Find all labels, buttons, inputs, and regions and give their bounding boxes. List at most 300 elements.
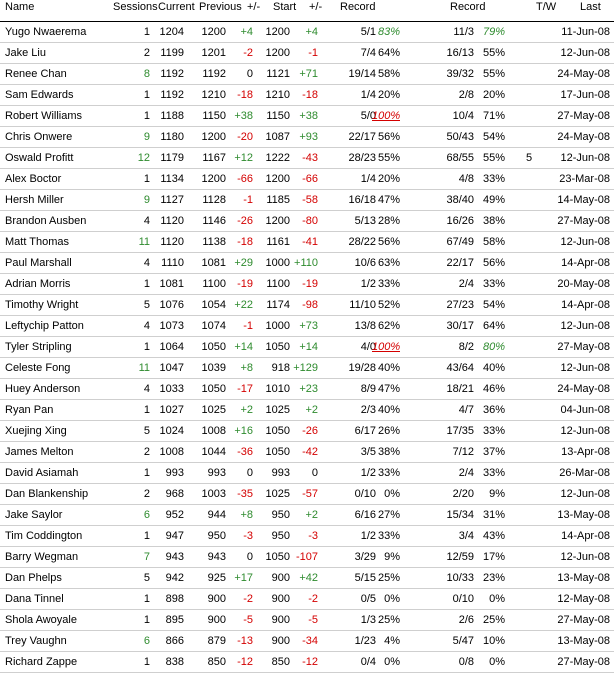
total-change: +14 [299,341,318,353]
tw-count [522,400,536,420]
tw-count [522,43,536,63]
tw-count [522,64,536,84]
current-rating: 898 [165,593,184,605]
table-row [0,484,614,505]
total-change: -57 [302,488,318,500]
tw-count [522,211,536,231]
sessions: 1 [143,278,150,290]
current-rating: 993 [165,467,184,479]
header-tw: T/W [536,1,557,13]
previous-rating: 1100 [202,278,226,290]
table-row [0,232,614,253]
game-record: 27/23 [446,299,474,311]
session-win-pct: 4% [384,635,400,647]
start-rating: 1200 [265,215,290,227]
player-name: Matt Thomas [5,236,69,248]
session-win-pct: 38% [377,446,400,458]
rating-change: +8 [240,362,253,374]
session-record: 7/4 [360,47,376,59]
total-change: +73 [299,320,318,332]
start-rating: 1100 [266,278,290,290]
previous-rating: 850 [207,656,226,668]
total-change: -12 [302,656,318,668]
previous-rating: 1200 [201,131,226,143]
previous-rating: 1200 [201,26,226,38]
game-win-pct: 56% [482,257,505,269]
game-record: 16/13 [446,47,474,59]
game-win-pct: 58% [482,236,505,248]
last-played: 12-Jun-08 [560,320,610,332]
last-played: 27-May-08 [557,614,610,626]
player-name: Dan Phelps [5,572,62,584]
sessions: 9 [143,194,150,206]
game-record: 16/26 [446,215,474,227]
player-name: Adrian Morris [5,278,71,290]
player-name: Celeste Fong [5,362,71,374]
player-name: James Melton [5,446,74,458]
session-record: 4/0 [360,341,376,353]
start-rating: 1000 [265,320,290,332]
table-row [0,148,614,169]
start-rating: 1010 [265,383,290,395]
sessions: 4 [143,257,150,269]
last-played: 14-Apr-08 [561,257,610,269]
game-record: 11/3 [453,26,474,38]
header-record-games: Record [450,1,486,13]
session-win-pct: 62% [377,320,400,332]
table-row [0,106,614,127]
start-rating: 1025 [265,488,290,500]
current-rating: 1073 [159,320,184,332]
rating-change: -36 [237,446,253,458]
player-name: Robert Williams [5,110,83,122]
total-change: -66 [302,173,318,185]
session-win-pct: 25% [377,614,400,626]
current-rating: 1192 [160,68,184,80]
session-record: 11/10 [349,299,376,311]
player-name: Oswald Profitt [5,152,74,164]
game-record: 30/17 [446,320,474,332]
current-rating: 1127 [160,194,184,206]
total-change: -107 [295,551,318,563]
player-name: Brandon Ausben [5,215,87,227]
game-record: 7/12 [452,446,474,458]
session-record: 6/16 [354,509,376,521]
current-rating: 1081 [159,278,184,290]
total-change: +42 [299,572,318,584]
table-row [0,421,614,442]
player-name: Ryan Pan [5,404,54,416]
previous-rating: 1150 [202,110,226,122]
sessions: 9 [143,131,150,143]
tw-count [522,526,536,546]
sessions: 4 [143,383,150,395]
current-rating: 1110 [161,257,184,269]
game-record: 2/4 [458,278,474,290]
session-record: 1/2 [360,530,376,542]
sessions: 1 [143,26,150,38]
game-record: 4/7 [458,404,474,416]
session-record: 1/2 [360,467,376,479]
sessions: 7 [143,551,150,563]
start-rating: 850 [271,656,290,668]
previous-rating: 900 [207,593,226,605]
player-name: Dana Tinnel [5,593,64,605]
rating-change: -20 [237,131,253,143]
header-total-change: +/- [309,1,323,13]
current-rating: 895 [165,614,184,626]
tw-count [522,22,536,42]
game-win-pct: 71% [482,110,505,122]
last-played: 27-May-08 [557,656,610,668]
previous-rating: 950 [207,530,226,542]
tw-count [522,106,536,126]
total-change: +129 [293,362,318,374]
game-win-pct: 46% [482,383,505,395]
player-name: Dan Blankenship [5,488,89,500]
current-rating: 1024 [159,425,184,437]
rating-change: +16 [234,425,253,437]
game-win-pct: 31% [482,509,505,521]
rating-change: +17 [234,572,253,584]
current-rating: 838 [165,656,184,668]
start-rating: 900 [271,635,290,647]
table-row [0,211,614,232]
start-rating: 1200 [265,173,290,185]
tw-count [522,442,536,462]
table-row [0,169,614,190]
total-change: -2 [308,593,318,605]
game-record: 0/10 [452,593,474,605]
rating-change: +4 [240,26,253,38]
start-rating: 1185 [266,194,290,206]
last-played: 26-Mar-08 [559,467,610,479]
table-row [0,589,614,610]
current-rating: 1180 [160,131,184,143]
session-win-pct: 64% [377,47,400,59]
previous-rating: 1050 [201,341,226,353]
last-played: 12-May-08 [557,593,610,605]
last-played: 14-Apr-08 [561,299,610,311]
tw-count [522,568,536,588]
sessions: 4 [143,320,150,332]
tw-count [522,85,536,105]
rating-change: -12 [237,656,253,668]
sessions: 1 [143,530,150,542]
last-played: 12-Jun-08 [560,47,610,59]
last-played: 12-Jun-08 [560,236,610,248]
table-row [0,64,614,85]
previous-rating: 1044 [201,446,226,458]
player-name: Shola Awoyale [5,614,77,626]
game-win-pct: 10% [482,635,505,647]
previous-rating: 925 [207,572,226,584]
table-row [0,253,614,274]
last-played: 12-Jun-08 [560,425,610,437]
total-change: +2 [305,509,318,521]
last-played: 27-May-08 [557,341,610,353]
session-record: 5/0 [360,110,376,122]
session-record: 5/1 [360,26,376,38]
current-rating: 968 [165,488,184,500]
last-played: 23-Mar-08 [559,173,610,185]
rating-change: +38 [234,110,253,122]
session-record: 3/5 [360,446,376,458]
table-row [0,43,614,64]
player-name: Xuejing Xing [5,425,67,437]
table-row [0,358,614,379]
game-win-pct: 36% [482,404,505,416]
game-win-pct: 54% [482,299,505,311]
table-row [0,568,614,589]
session-win-pct: 40% [377,362,400,374]
player-name: Huey Anderson [5,383,81,395]
sessions: 6 [143,635,150,647]
current-rating: 943 [165,551,184,563]
table-row [0,610,614,631]
total-change: -3 [308,530,318,542]
rating-change: -26 [237,215,253,227]
start-rating: 900 [271,572,290,584]
table-row [0,190,614,211]
current-rating: 1204 [159,26,184,38]
sessions: 11 [138,362,150,374]
sessions: 5 [143,299,150,311]
sessions: 1 [143,173,150,185]
tw-count [522,190,536,210]
start-rating: 1222 [265,152,290,164]
player-name: Richard Zappe [5,656,78,668]
game-record: 43/64 [446,362,474,374]
rating-change: -3 [243,530,253,542]
previous-rating: 944 [207,509,226,521]
previous-rating: 1008 [201,425,226,437]
header-sessions: Sessions [113,1,158,13]
session-win-pct: 100% [372,110,400,122]
total-change: +23 [299,383,318,395]
rating-change: -35 [237,488,253,500]
session-win-pct: 33% [377,530,400,542]
start-rating: 1050 [265,446,290,458]
table-row [0,526,614,547]
last-played: 12-Jun-08 [560,551,610,563]
start-rating: 1087 [265,131,290,143]
previous-rating: 1167 [202,152,226,164]
player-name: Chris Onwere [5,131,73,143]
table-row [0,127,614,148]
sessions: 1 [143,467,150,479]
player-name: Tyler Stripling [5,341,72,353]
session-win-pct: 0% [384,656,400,668]
game-win-pct: 25% [482,614,505,626]
total-change: +110 [294,257,318,269]
session-win-pct: 0% [384,593,400,605]
game-win-pct: 64% [482,320,505,332]
player-name: David Asiamah [5,467,79,479]
previous-rating: 1050 [201,383,226,395]
tw-count [522,169,536,189]
game-win-pct: 17% [482,551,505,563]
rating-change: +12 [234,152,253,164]
rating-change: 0 [246,68,253,80]
session-record: 13/8 [354,320,376,332]
total-change: +4 [305,26,318,38]
last-played: 12-Jun-08 [560,152,610,164]
sessions: 12 [137,152,150,164]
session-win-pct: 33% [377,278,400,290]
game-win-pct: 54% [482,131,505,143]
rating-change: 0 [246,551,253,563]
session-win-pct: 47% [377,383,400,395]
sessions: 2 [143,47,150,59]
game-record: 12/59 [446,551,474,563]
rating-change: +29 [234,257,253,269]
table-row [0,274,614,295]
player-name: Alex Boctor [5,173,62,185]
game-record: 68/55 [446,152,474,164]
start-rating: 1161 [266,236,290,248]
sessions: 1 [143,404,150,416]
last-played: 27-May-08 [557,110,610,122]
current-rating: 1188 [160,110,184,122]
session-win-pct: 58% [377,68,400,80]
start-rating: 993 [271,467,290,479]
previous-rating: 1039 [201,362,226,374]
tw-count [522,358,536,378]
table-row [0,631,614,652]
game-win-pct: 79% [482,26,505,38]
last-played: 14-Apr-08 [561,530,610,542]
game-win-pct: 43% [482,530,505,542]
header-last: Last [580,1,601,13]
last-played: 14-May-08 [557,194,610,206]
sessions: 1 [143,656,150,668]
session-record: 1/4 [360,89,376,101]
game-record: 4/8 [458,173,474,185]
player-name: Yugo Nwaerema [5,26,87,38]
last-played: 24-May-08 [557,68,610,80]
game-win-pct: 0% [489,593,505,605]
table-row [0,400,614,421]
table-row [0,652,614,673]
session-record: 1/4 [360,173,376,185]
game-win-pct: 23% [482,572,505,584]
rating-change: -1 [243,320,253,332]
tw-count [522,589,536,609]
current-rating: 1008 [159,446,184,458]
rating-change: -13 [237,635,253,647]
table-row [0,505,614,526]
session-record: 8/9 [360,383,376,395]
session-win-pct: 20% [377,89,400,101]
game-record: 67/49 [446,236,474,248]
total-change: -41 [302,236,318,248]
player-name: Sam Edwards [5,89,74,101]
game-record: 8/2 [458,341,474,353]
session-record: 5/13 [354,215,376,227]
sessions: 1 [143,341,150,353]
session-win-pct: 56% [377,236,400,248]
current-rating: 1027 [159,404,184,416]
previous-rating: 993 [207,467,226,479]
session-win-pct: 33% [377,467,400,479]
tw-count [522,652,536,672]
player-name: Paul Marshall [5,257,72,269]
previous-rating: 1081 [201,257,226,269]
tw-count [522,631,536,651]
total-change: -26 [302,425,318,437]
game-win-pct: 40% [482,362,505,374]
last-played: 12-Jun-08 [560,362,610,374]
start-rating: 950 [271,509,290,521]
player-name: Jake Liu [5,47,46,59]
session-win-pct: 28% [377,215,400,227]
session-win-pct: 56% [377,131,400,143]
session-record: 6/17 [354,425,376,437]
table-row [0,379,614,400]
rating-change: -17 [237,383,253,395]
last-played: 04-Jun-08 [560,404,610,416]
session-win-pct: 9% [384,551,400,563]
game-win-pct: 49% [482,194,505,206]
session-win-pct: 20% [377,173,400,185]
rating-change: +2 [240,404,253,416]
table-row [0,547,614,568]
session-record: 0/10 [354,488,376,500]
game-record: 10/33 [446,572,474,584]
session-record: 19/28 [348,362,376,374]
start-rating: 950 [271,530,290,542]
start-rating: 1050 [265,551,290,563]
last-played: 20-May-08 [557,278,610,290]
tw-count [522,127,536,147]
last-played: 13-May-08 [557,635,610,647]
last-played: 13-Apr-08 [561,446,610,458]
header-previous: Previous [199,1,242,13]
previous-rating: 1025 [201,404,226,416]
start-rating: 1150 [266,110,290,122]
game-record: 2/6 [458,614,474,626]
rating-change: -2 [243,593,253,605]
session-record: 28/22 [348,236,376,248]
game-win-pct: 33% [482,278,505,290]
table-row [0,316,614,337]
last-played: 12-Jun-08 [560,488,610,500]
session-record: 10/6 [354,257,376,269]
previous-rating: 1210 [201,89,226,101]
previous-rating: 1192 [202,68,226,80]
total-change: -18 [302,89,318,101]
previous-rating: 1200 [201,173,226,185]
current-rating: 1120 [160,236,184,248]
total-change: +38 [299,110,318,122]
sessions: 5 [143,572,150,584]
session-win-pct: 100% [372,341,400,353]
tw-count [522,484,536,504]
game-win-pct: 33% [482,173,505,185]
table-row [0,463,614,484]
session-win-pct: 25% [377,572,400,584]
current-rating: 1076 [159,299,184,311]
start-rating: 1174 [266,299,290,311]
session-record: 28/23 [348,152,376,164]
total-change: -58 [302,194,318,206]
start-rating: 1200 [265,26,290,38]
game-win-pct: 55% [482,47,505,59]
game-win-pct: 80% [482,341,505,353]
last-played: 11-Jun-08 [561,26,610,38]
sessions: 6 [143,509,150,521]
